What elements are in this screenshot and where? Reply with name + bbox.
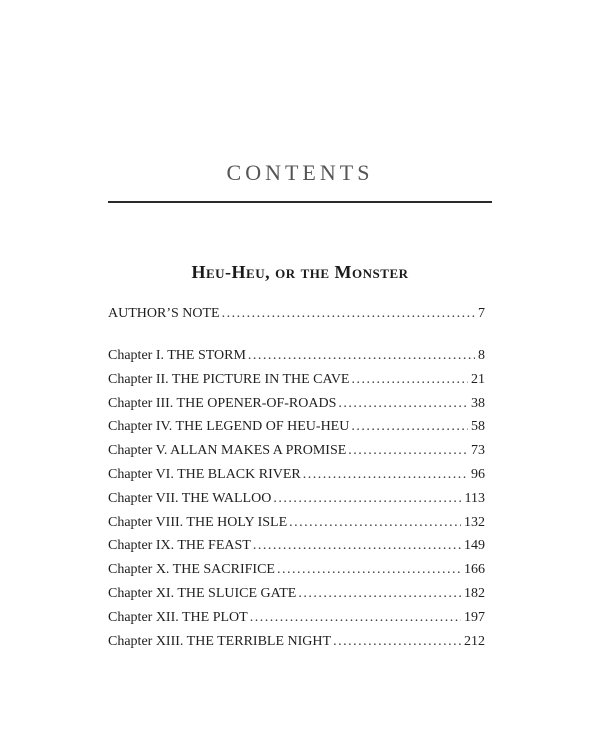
- toc-entry-page: 166: [464, 562, 485, 578]
- toc-entry-label: Chapter IX. THE FEAST: [108, 538, 251, 554]
- dot-leader: [253, 534, 461, 558]
- toc-entry-label: Chapter V. ALLAN MAKES A PROMISE: [108, 443, 347, 459]
- dot-leader: [303, 463, 468, 487]
- toc-entry-page: 197: [464, 609, 485, 625]
- toc-entry-chapter-1[interactable]: [108, 344, 485, 368]
- toc-entry-chapter-10[interactable]: [108, 558, 485, 582]
- toc-entry-chapter-11[interactable]: [108, 582, 485, 606]
- dot-leader: [250, 606, 461, 630]
- toc-entry-label: Chapter XII. THE PLOT: [108, 609, 248, 625]
- toc-entry-page: 8: [478, 348, 485, 363]
- toc-entry-label: Chapter IV. THE LEGEND OF HEU-HEU: [108, 419, 350, 435]
- dot-leader: [273, 487, 461, 511]
- dot-leader: [222, 302, 475, 326]
- toc-entry-page: 182: [464, 585, 485, 601]
- toc-entry-page: 132: [464, 514, 485, 530]
- toc-entry-page: 73: [471, 443, 485, 459]
- dot-leader: [298, 582, 461, 606]
- toc-entry-label: Chapter VIII. THE HOLY ISLE: [108, 514, 288, 530]
- toc-entry-page: 113: [464, 490, 485, 506]
- toc-entry-page: 96: [471, 466, 485, 482]
- toc-entry-chapter-6[interactable]: [108, 463, 485, 487]
- toc-entry-page: 7: [478, 306, 485, 321]
- toc-entry-label: Chapter I. THE STORM: [108, 348, 246, 363]
- dot-leader: [277, 558, 461, 582]
- toc-entry-label: Chapter VII. THE WALLOO: [108, 490, 272, 506]
- chapter-list: [108, 344, 485, 653]
- toc-entry-page: 149: [464, 538, 485, 554]
- front-matter-list: [108, 302, 485, 326]
- page-heading: CONTENTS: [226, 160, 374, 185]
- toc-entry-label: AUTHOR’S NOTE: [108, 306, 220, 321]
- toc-entry-chapter-4[interactable]: [108, 415, 485, 439]
- toc-entry-label: Chapter XI. THE SLUICE GATE: [108, 585, 297, 601]
- dot-leader: [289, 511, 461, 535]
- dot-leader: [333, 630, 461, 654]
- toc-entry-label: Chapter X. THE SACRIFICE: [108, 562, 275, 578]
- toc-entry-chapter-9[interactable]: [108, 534, 485, 558]
- dot-leader: [248, 344, 475, 368]
- toc-entry-chapter-13[interactable]: [108, 630, 485, 654]
- dot-leader: [351, 415, 468, 439]
- toc-entry-chapter-5[interactable]: [108, 439, 485, 463]
- toc-entry-label: Chapter XIII. THE TERRIBLE NIGHT: [108, 633, 332, 649]
- heading-divider: [108, 201, 492, 203]
- toc-entry-page: 212: [464, 633, 485, 649]
- book-title: Heu-Heu, or the Monster: [191, 262, 409, 282]
- toc-entry-label: Chapter III. THE OPENER-OF-ROADS: [108, 395, 337, 411]
- toc-entry-chapter-12[interactable]: [108, 606, 485, 630]
- toc-entry-page: 21: [471, 371, 485, 387]
- dot-leader: [351, 368, 468, 392]
- dot-leader: [338, 392, 468, 416]
- toc-entry-page: 38: [471, 395, 485, 411]
- dot-leader: [348, 439, 468, 463]
- toc-entry-label: Chapter VI. THE BLACK RIVER: [108, 466, 301, 482]
- toc-entry-chapter-8[interactable]: [108, 511, 485, 535]
- toc-entry-chapter-2[interactable]: [108, 368, 485, 392]
- toc-entry-chapter-7[interactable]: [108, 487, 485, 511]
- toc-entry-page: 58: [471, 419, 485, 435]
- toc-entry-authors-note[interactable]: [108, 302, 485, 326]
- toc-entry-chapter-3[interactable]: [108, 392, 485, 416]
- toc-entry-label: Chapter II. THE PICTURE IN THE CAVE: [108, 371, 350, 387]
